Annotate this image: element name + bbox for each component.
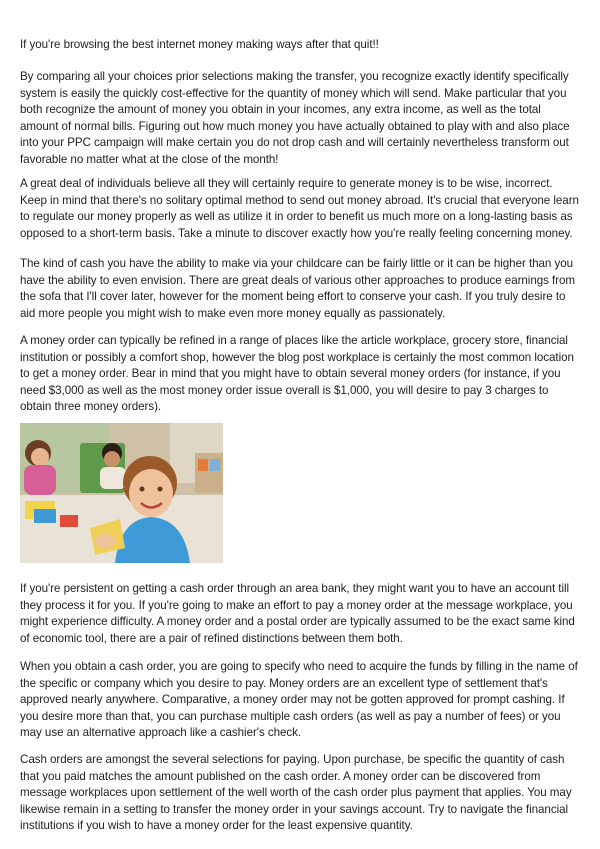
children-playing-photo xyxy=(20,423,223,563)
paragraph: The kind of cash you have the ability to make via your childcare can be fairly little or it can be higher than you have the ability to even envision. There are great deals of various other approaches to produce earnings from the sofa that I'll cover later, however for the moment being effort to conserve your cash. If you truly desire to aid more people you might wish to make even more money equally as passionately. xyxy=(20,257,576,320)
paragraph: By comparing all your choices prior selections making the transfer, you recognize exactly identify specifically system is easily the quickly cost-effective for the quantity of money which will send. Make particular that you both recognize the amount of money you obtain in your incomes, any extra income, as well as the total amount of normal bills. Figuring out how much money you have actually obtained to play with and also place into your PPC campaign will make certain you do not drop cash and will certainly nevertheless transform out favorable no matter what at the close of the month! xyxy=(20,70,570,166)
paragraph: If you're browsing the best internet money making ways after that quit!! xyxy=(20,38,379,51)
paragraph: A great deal of individuals believe all they will certainly require to generate money is to be wise, incorrect. Keep in mind that there's no solitary optimal method to send out money abroad. It's crucial that everyone learn to regulate our money properly as well as utilize it in order to benefit us much more on a long-lasting basis as opposed to a short-term basis. Take a minute to discover exactly how you're really feeling concerning money. xyxy=(20,177,579,240)
paragraph: Cash orders are amongst the several selections for paying. Upon purchase, be specific the quantity of cash that you paid matches the amount published on the cash order. A money order can be discovered from message workplaces upon settlement of the well worth of the cash order plus payment that applies. You may likewise remain in a setting to transfer the money order in your savings account. Try to navigate the financial institutions if you wish to have a money order for the least expensive quantity. xyxy=(20,753,572,832)
paragraph: When you obtain a cash order, you are going to specify who need to acquire the funds by filling in the name of the specific or company which you desire to pay. Money orders are an excellent type of settlement that's approved nearly anywhere. Comparative, a money order may not be gotten approved for prompt cashing. If you desire more than that, you can purchase multiple cash orders (as well as pay a number of fees) or you may use an alternative approach like a cashier's check. xyxy=(20,660,578,739)
paragraph: A money order can typically be refined in a range of places like the article workplace, grocery store, financial institution or possibly a comfort shop, however the blog post workplace is certainly the most common location to get a money order. Bear in mind that you might have to obtain several money orders (for instance, if you need $3,000 as well as the most money order issue overall is $1,000, you will desire to pay 3 charges to obtain three money orders). xyxy=(20,334,574,413)
paragraph: If you're persistent on getting a cash order through an area bank, they might want you to have an account till they process it for you. If you're going to make an effort to pay a money order at the message workplace, you might experience difficulty. A money order and a postal order are typically assumed to be the exact same kind of economic tool, there are a pair of refined distinctions between them both. xyxy=(20,582,575,645)
